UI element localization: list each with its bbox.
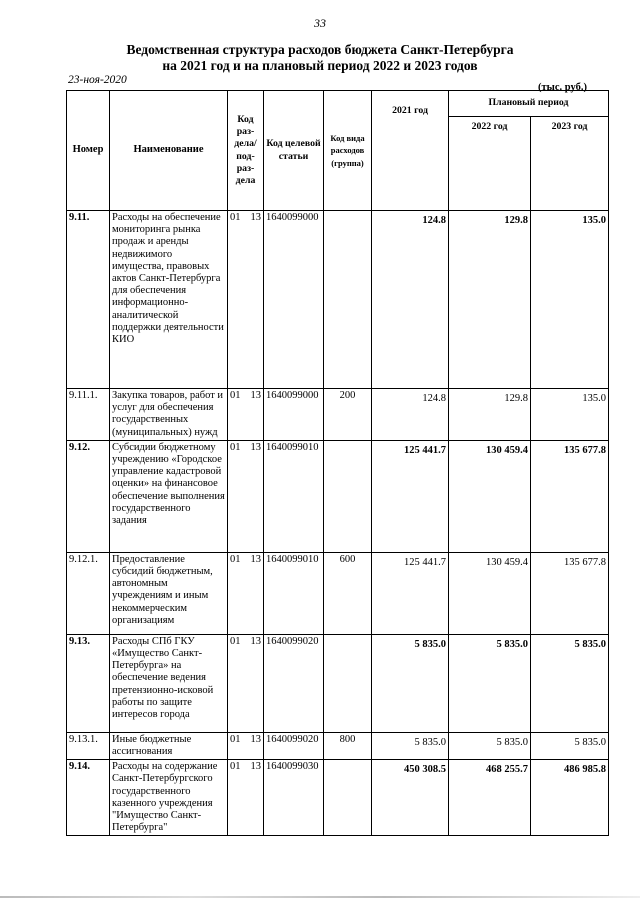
row-name: Иные бюджетные ассигнования — [110, 732, 228, 759]
row-target: 1640099020 — [264, 634, 324, 732]
row-2022: 130 459.4 — [449, 552, 531, 634]
row-target: 1640099010 — [264, 552, 324, 634]
row-section — [228, 634, 264, 732]
row-expense-type — [324, 634, 372, 732]
row-2022: 5 835.0 — [449, 634, 531, 732]
row-2021: 5 835.0 — [372, 732, 449, 759]
header-section: Код раз-дела/ под-раз-дела — [228, 91, 264, 211]
row-razdel: 01 — [230, 212, 241, 223]
row-number: 9.13.1. — [67, 732, 110, 759]
table-row — [67, 760, 609, 836]
row-expense-type: 600 — [324, 552, 372, 634]
row-section — [228, 389, 264, 441]
table-row — [67, 211, 609, 389]
row-target: 1640099000 — [264, 211, 324, 389]
row-2021: 124.8 — [372, 211, 449, 389]
table-row — [67, 389, 609, 441]
table-row — [67, 440, 609, 552]
row-expense-type: 800 — [324, 732, 372, 759]
document-date: 23-ноя-2020 — [68, 74, 127, 86]
row-number: 9.12.1. — [67, 552, 110, 634]
row-podrazdel: 13 — [250, 553, 261, 565]
row-section — [228, 732, 264, 759]
row-razdel: 01 — [230, 441, 241, 453]
row-razdel: 01 — [230, 390, 241, 401]
row-2022: 468 255.7 — [449, 760, 531, 836]
row-2021: 5 835.0 — [372, 634, 449, 732]
page-number: 33 — [314, 16, 326, 30]
row-name: Расходы на обеспечение мониторинга рынка продаж и аренды недвижимого имущества, правовых актов Санкт-Петербурга для обеспечения информационно-аналитической поддержки деятельности КИО — [110, 211, 228, 389]
row-target: 1640099030 — [264, 760, 324, 836]
row-section — [228, 440, 264, 552]
row-section — [228, 211, 264, 389]
table-row — [67, 634, 609, 732]
row-target: 1640099020 — [264, 732, 324, 759]
title-line-1: Ведомственная структура расходов бюджета Санкт-Петербурга — [126, 42, 514, 57]
row-2021: 124.8 — [372, 389, 449, 441]
scan-edge-line — [0, 896, 640, 898]
row-podrazdel: 13 — [250, 212, 261, 223]
row-name: Расходы на содержание Санкт-Петербургского государственного казенного учреждения "Имущество Санкт-Петербурга" — [110, 760, 228, 836]
row-number: 9.14. — [67, 760, 110, 836]
row-2023: 135 677.8 — [531, 552, 609, 634]
row-expense-type — [324, 760, 372, 836]
row-target: 1640099000 — [264, 389, 324, 441]
row-2023: 135 677.8 — [531, 440, 609, 552]
header-expense-type: Код вида расходов (группа) — [324, 91, 372, 211]
row-2023: 135.0 — [531, 389, 609, 441]
row-podrazdel: 13 — [250, 635, 261, 647]
header-2022: 2022 год — [449, 117, 531, 211]
budget-table — [66, 90, 609, 836]
row-name: Закупка товаров, работ и услуг для обеспечения государственных (муниципальных) нужд — [110, 389, 228, 441]
row-number: 9.12. — [67, 440, 110, 552]
row-expense-type — [324, 440, 372, 552]
row-name: Расходы СПб ГКУ «Имущество Санкт-Петербурга» на обеспечение ведения претензионно-исковой работы по защите интересов города — [110, 634, 228, 732]
row-podrazdel: 13 — [250, 441, 261, 453]
row-2023: 5 835.0 — [531, 634, 609, 732]
row-expense-type: 200 — [324, 389, 372, 441]
row-2022: 130 459.4 — [449, 440, 531, 552]
row-name: Предоставление субсидий бюджетным, автономным учреждениям и иным некоммерческим организациям — [110, 552, 228, 634]
row-2022: 129.8 — [449, 211, 531, 389]
table-row — [67, 552, 609, 634]
title-line-2: на 2021 год и на плановый период 2022 и 2023 годов — [162, 58, 478, 73]
row-2023: 135.0 — [531, 211, 609, 389]
header-target: Код целевой статьи — [264, 91, 324, 211]
row-2022: 5 835.0 — [449, 732, 531, 759]
header-planned-period: Плановый период — [449, 91, 609, 117]
header-2023: 2023 год — [531, 117, 609, 211]
row-2021: 450 308.5 — [372, 760, 449, 836]
row-target: 1640099010 — [264, 440, 324, 552]
row-number: 9.11.1. — [67, 389, 110, 441]
header-number: Номер — [67, 91, 110, 211]
row-number: 9.11. — [67, 211, 110, 389]
header-name: Наименование — [110, 91, 228, 211]
row-section — [228, 760, 264, 836]
row-expense-type — [324, 211, 372, 389]
row-2021: 125 441.7 — [372, 440, 449, 552]
row-2022: 129.8 — [449, 389, 531, 441]
row-razdel: 01 — [230, 733, 241, 745]
row-razdel: 01 — [230, 761, 241, 773]
document-title — [0, 42, 640, 74]
row-2023: 486 985.8 — [531, 760, 609, 836]
row-name: Субсидии бюджетному учреждению «Городское управление кадастровой оценки» на финансовое обеспечение выполнения государственного задания — [110, 440, 228, 552]
row-2023: 5 835.0 — [531, 732, 609, 759]
header-2021: 2021 год — [372, 91, 449, 211]
row-podrazdel: 13 — [250, 390, 261, 401]
row-section — [228, 552, 264, 634]
row-podrazdel: 13 — [250, 761, 261, 773]
row-number: 9.13. — [67, 634, 110, 732]
units-label: (тыс. руб.) — [538, 82, 587, 93]
row-podrazdel: 13 — [250, 733, 261, 745]
row-razdel: 01 — [230, 553, 241, 565]
row-2021: 125 441.7 — [372, 552, 449, 634]
table-row — [67, 732, 609, 759]
row-razdel: 01 — [230, 635, 241, 647]
